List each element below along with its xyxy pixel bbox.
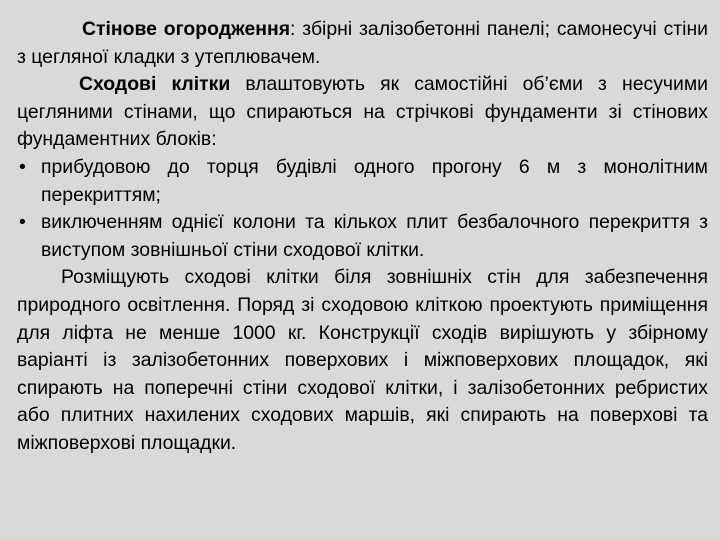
stairwells-term: Сходові клітки — [79, 73, 231, 96]
wall-fencing-term: Стінове огородження — [82, 18, 291, 40]
bullet-icon: • — [19, 211, 26, 234]
wall-fencing-text: : збірні залізобетонні панелі; самонесучі стіни з цегляної кладки з утеплювачем. — [17, 18, 709, 68]
list-item-text: виключенням однієї колони та кількох плит безбалочного перекриття з виступом зовнішньої стіни сходової клітки. — [41, 211, 708, 261]
paragraph-wall-fencing — [17, 16, 708, 71]
stairwells-text: влаштовують як самостійні об’єми з несучими цегляними стінами, що спираються на стрічкові фундаменти зі стінових фундаментних блоків: — [17, 73, 709, 151]
paragraph-stairwells — [17, 71, 708, 154]
paragraph-stairwell-placement: Розміщують сходові клітки біля зовнішніх стін для забезпечення природного освітлення. Поряд зі сходовою кліткою проектують приміщення для ліфта не менше 1000 кг. Конструкції сходів вирішують у збірному варіанті із залізобетонних поверхових і міжповерхових площадок, які спирають на поперечні стіни сходової клітки, і залізобетонних ребристих або плитних нахилених сходових маршів, які спирають на поверхові та міжповерхові площадки. — [17, 266, 708, 454]
list-item — [17, 154, 708, 209]
list-item-text: прибудовою до торця будівлі одного прогону 6 м з монолітним перекриттям; — [41, 155, 708, 206]
bullet-icon: • — [19, 155, 26, 178]
bullet-list — [17, 154, 708, 264]
list-item — [17, 209, 708, 264]
